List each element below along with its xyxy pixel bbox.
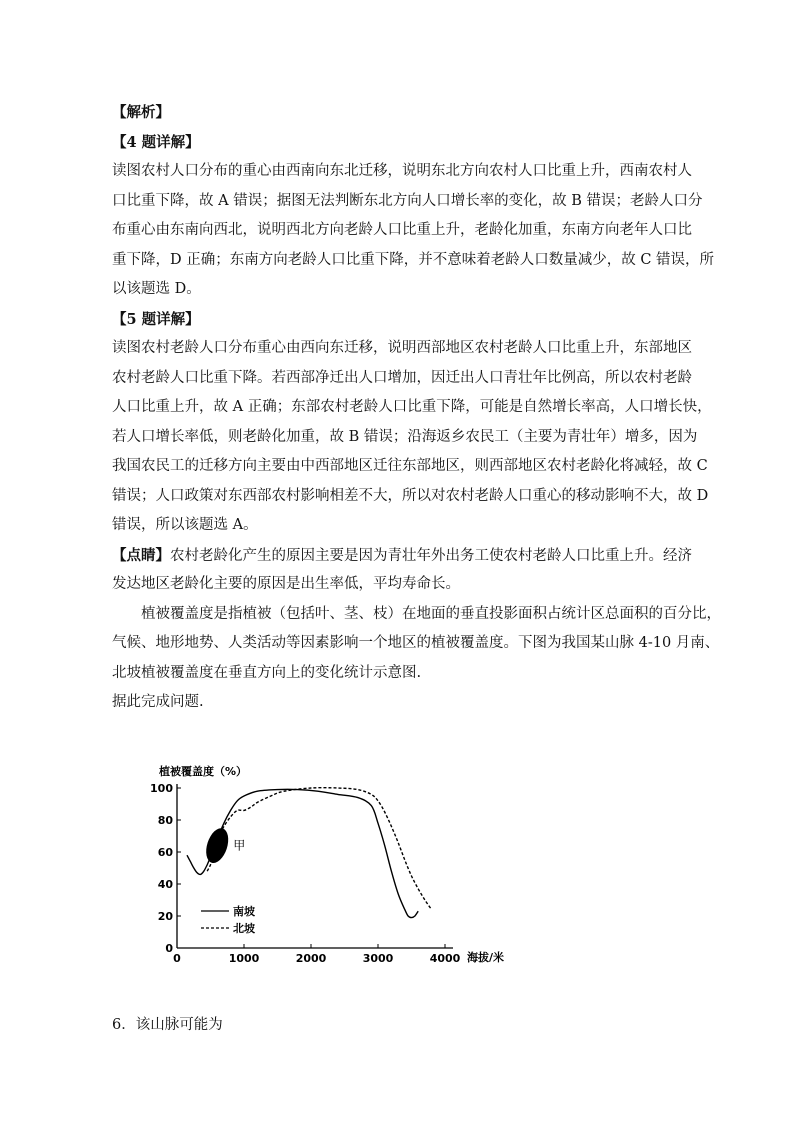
q4-line-5: 以该题选 D。 xyxy=(112,281,201,297)
q5-line-4: 若人口增长率低，则老龄化加重，故 B 错误；沿海返乡农民工（主要为青壮年）增多，因为 xyxy=(112,428,698,445)
annotation-label: 甲 xyxy=(233,838,246,853)
legend-label: 北坡 xyxy=(233,922,255,935)
chart-svg xyxy=(145,758,525,970)
x-tick-label: 4000 xyxy=(429,952,461,965)
y-tick-label: 40 xyxy=(157,878,173,891)
x-tick-label: 2000 xyxy=(295,952,327,965)
y-axis-label: 植被覆盖度（%） xyxy=(159,765,248,778)
q5-heading: 【5 题详解】 xyxy=(112,310,200,328)
y-tick-label: 80 xyxy=(157,814,173,827)
q5-line-3: 人口比重上升，故 A 正确；东部农村老龄人口比重下降，可能是自然增长率高，人口增长快， xyxy=(112,399,712,415)
x-tick-label: 0 xyxy=(173,952,181,965)
tips-line-2: 发达地区老龄化主要的原因是出生率低，平均寿命长。 xyxy=(112,576,460,592)
tips-label: 【点睛】 xyxy=(112,546,170,564)
answer-document xyxy=(112,98,721,718)
x-tick-label: 1000 xyxy=(228,952,260,965)
intro-prompt: 据此完成问题. xyxy=(112,694,204,710)
intro-line-1: 植被覆盖度是指植被（包括叶、茎、枝）在地面的垂直投影面积占统计区总面积的百分比， xyxy=(141,605,721,622)
annotation-ellipse xyxy=(202,825,232,865)
y-tick-label: 20 xyxy=(157,910,173,923)
analysis-title: 【解析】 xyxy=(112,104,170,121)
intro-line-3: 北坡植被覆盖度在垂直方向上的变化统计示意图. xyxy=(112,664,422,681)
q5-line-7: 错误，所以该题选 A。 xyxy=(112,517,258,533)
x-axis-label: 海拔/米 xyxy=(467,951,505,964)
q4-line-1: 读图农村人口分布的重心由西南向东北迁移，说明东北方向农村人口比重上升，西南农村人 xyxy=(112,163,692,179)
tips-text-1: 农村老龄化产生的原因主要是因为青壮年外出务工使农村老龄人口比重上升。经济 xyxy=(170,547,692,564)
intro-line-2: 气候、地形地势、人类活动等因素影响一个地区的植被覆盖度。下图为我国某山脉 4-10 月南、 xyxy=(112,635,720,651)
q5-line-5: 我国农民工的迁移方向主要由中西部地区迁往东部地区，则西部地区农村老龄化将减轻，故 C xyxy=(112,458,708,474)
axes xyxy=(150,782,461,965)
q4-heading: 【4 题详解】 xyxy=(112,133,200,151)
x-tick-label: 3000 xyxy=(362,952,394,965)
q4-line-2: 口比重下降，故 A 错误；据图无法判断东北方向人口增长率的变化，故 B 错误；老龄人口分 xyxy=(112,192,703,209)
vegetation-coverage-chart xyxy=(145,758,525,970)
plot-area xyxy=(187,788,432,935)
q5-line-1: 读图农村老龄人口分布重心由西向东迁移，说明西部地区农村老龄人口比重上升，东部地区 xyxy=(112,340,692,356)
tips-line-1 xyxy=(112,541,690,571)
q5-line-2: 农村老龄人口比重下降。若西部净迁出人口增加，因迁出人口青壮年比例高，所以农村老龄 xyxy=(112,369,692,386)
y-tick-label: 60 xyxy=(157,846,173,859)
q4-line-3: 布重心由东南向西北，说明西北方向老龄人口比重上升，老龄化加重，东南方向老年人口比 xyxy=(112,222,692,238)
q5-line-6: 错误；人口政策对东西部农村影响相差不大，所以对农村老龄人口重心的移动影响不大，故 D xyxy=(112,487,709,504)
question-6: 6．该山脉可能为 xyxy=(112,1017,223,1033)
q4-line-4: 重下降，D 正确；东南方向老龄人口比重下降，并不意味着老龄人口数量减少，故 C 错误，所 xyxy=(112,251,715,268)
legend-label: 南坡 xyxy=(233,905,255,918)
y-tick-label: 100 xyxy=(150,782,173,795)
y-tick-label: 0 xyxy=(165,942,173,955)
